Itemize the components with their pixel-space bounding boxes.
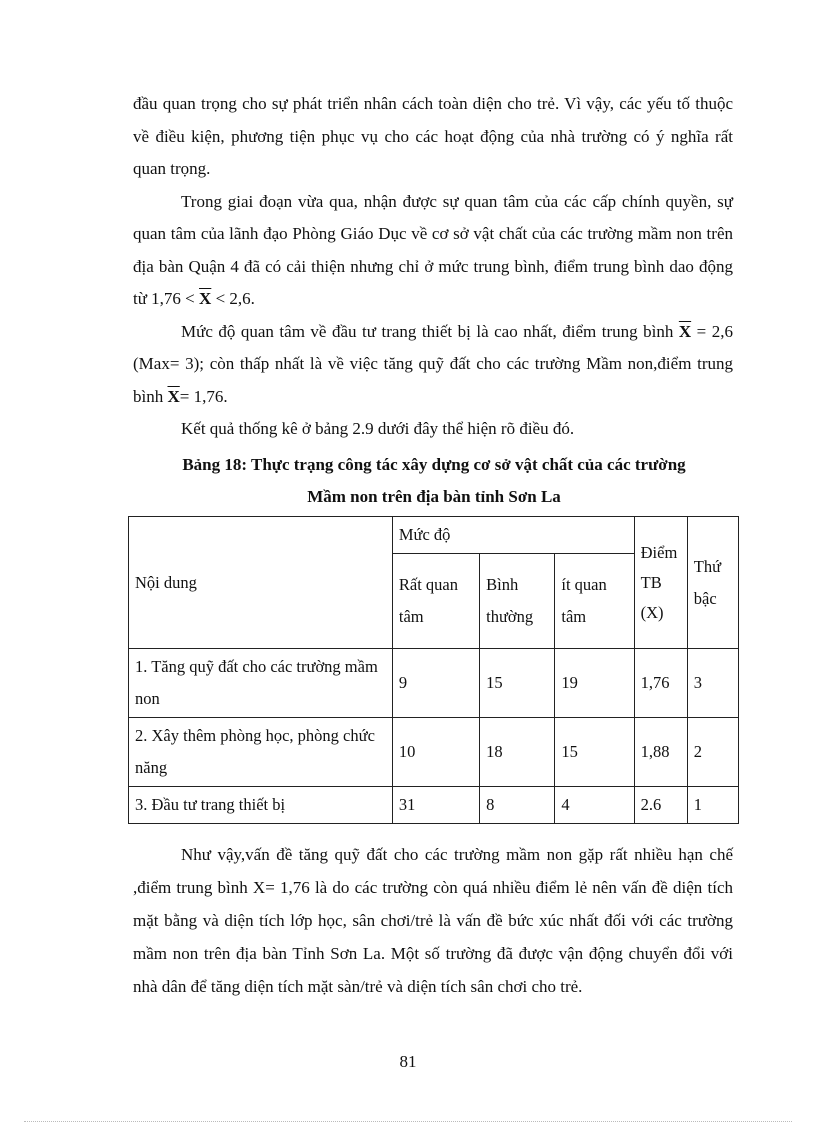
header-thu-bac: Thứ bậc xyxy=(687,517,738,649)
header-binh-thuong: Bình thường xyxy=(480,554,555,649)
table-row xyxy=(129,649,739,718)
row-thu-bac: 2 xyxy=(687,718,738,787)
table-caption-line-1: Bảng 18: Thực trạng công tác xây dựng cơ sở vật chất của các trường xyxy=(182,455,686,474)
row-diem-tb: 2.6 xyxy=(634,787,687,824)
paragraph-text: Trong giai đoạn vừa qua, nhận được sự quan tâm của các cấp chính quyền, sự quan tâm của lãnh đạo Phòng Giáo Dục về cơ sở vật chất của các trường mầm non trên địa bàn Quận 4 đã có cải thiện nhưng chỉ ở mức trung bình, điểm trung bình dao động từ 1,76 < xyxy=(133,191,733,308)
row-diem-tb: 1,76 xyxy=(634,649,687,718)
mean-symbol: $\overline{X}$ xyxy=(167,386,180,406)
row-binh-thuong: 15 xyxy=(480,649,555,718)
row-noi-dung: 1. Tăng quỹ đất cho các trường mầm non xyxy=(129,649,393,718)
row-thu-bac: 1 xyxy=(687,787,738,824)
row-it-quan-tam: 19 xyxy=(555,649,634,718)
header-muc-do: Mức độ xyxy=(392,517,634,554)
paragraph-intro-continued: đầu quan trọng cho sự phát triển nhân cách toàn diện cho trẻ. Vì vậy, các yếu tố thuộc về điều kiện, phương tiện phục vụ cho các hoạt động của nhà trường có ý nghĩa rất quan trọng. xyxy=(133,94,733,178)
mean-symbol: $\overline{X}$ xyxy=(199,289,212,308)
paragraph-text: Mức độ quan tâm về đầu tư trang thiết bị là cao nhất, điểm trung bình xyxy=(181,321,679,341)
paragraph-text: = 1,76. xyxy=(179,386,228,406)
table-header-row xyxy=(129,517,739,554)
header-it-quan-tam: ít quan tâm xyxy=(555,554,634,649)
paragraph-highest-lowest xyxy=(133,316,733,414)
paragraph-table-reference: Kết quả thống kê ở bảng 2.9 dưới đây thể hiện rõ điều đó. xyxy=(181,419,575,438)
row-rat-quan-tam: 10 xyxy=(392,718,479,787)
mean-symbol: $\overline{X}$ xyxy=(678,321,692,341)
row-rat-quan-tam: 9 xyxy=(392,649,479,718)
row-noi-dung: 2. Xây thêm phòng học, phòng chức năng xyxy=(129,718,393,787)
row-binh-thuong: 18 xyxy=(480,718,555,787)
row-thu-bac: 3 xyxy=(687,649,738,718)
row-diem-tb: 1,88 xyxy=(634,718,687,787)
header-diem-tb: Điểm TB (X) xyxy=(634,517,687,649)
paragraph-text: = 2,6 (Max= 3); còn thấp nhất là về việc tăng quỹ đất cho các trường Mầm non,điểm trung bình xyxy=(133,321,733,406)
row-binh-thuong: 8 xyxy=(480,787,555,824)
paragraph-text: < 2,6. xyxy=(211,289,255,308)
header-noi-dung: Nội dung xyxy=(129,517,393,649)
table-row xyxy=(129,787,739,824)
facilities-table xyxy=(128,516,739,824)
paragraph-investment-status xyxy=(133,186,733,316)
row-it-quan-tam: 15 xyxy=(555,718,634,787)
intro-text xyxy=(133,88,733,446)
row-rat-quan-tam: 31 xyxy=(392,787,479,824)
row-it-quan-tam: 4 xyxy=(555,787,634,824)
page-number: 81 xyxy=(399,1052,417,1071)
table-row xyxy=(129,718,739,787)
table-caption-line-2: Mầm non trên địa bàn tỉnh Sơn La xyxy=(307,487,561,506)
conclusion-text xyxy=(133,838,733,1003)
row-noi-dung: 3. Đầu tư trang thiết bị xyxy=(129,787,393,824)
page-bottom-divider xyxy=(24,1121,792,1122)
header-rat-quan-tam: Rất quan tâm xyxy=(392,554,479,649)
paragraph-conclusion: Như vậy,vấn đề tăng quỹ đất cho các trường mầm non gặp rất nhiều hạn chế ,điểm trung bình X= 1,76 là do các trường còn quá nhiều điểm lẻ nên vấn đề diện tích mặt bằng và diện tích lớp học, sân chơi/trẻ là vấn đề bức xúc nhất đối với các trường mầm non trên địa bàn Tỉnh Sơn La. Một số trường đã được vận động chuyển đổi với nhà dân để tăng diện tích mặt sàn/trẻ và diện tích sân chơi cho trẻ. xyxy=(133,845,733,996)
